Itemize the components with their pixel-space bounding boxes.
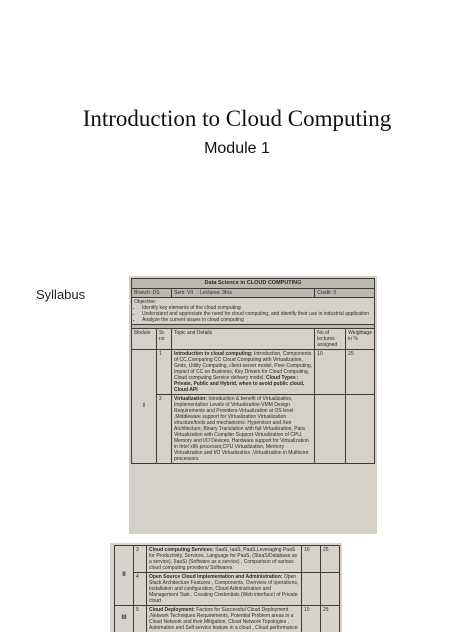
objective-cell [132,297,375,324]
row-sr: 3 [134,546,147,573]
row-heading: Cloud computing Services: [149,547,214,553]
row-weight: 25 [321,606,340,632]
row-text: SaaS, IaaS, PaaS,Leveraging PaaS for Productivity, Services, Language for PaaS, (StaaS/Database as a service), (IaaS) (Software as a service) , Comparison of various cloud computing providers/ Softwares [149,547,298,571]
row-text: Introduction & benefit of Virtualization, Implementation Levels of Virtualization-VMM Design Requirements and Providers-Virtualization at OS level ,Middleware support for Virtualization Virtualization structure/tools and mechanisms: Hypervisor and Xen Architecture, Binary Translation with full Virtualization, Para Virtualization with Compiler Support-Virtualization of CPU, Memory and I/O Devices, Hardware support for Virtualization in Intel x86 processor,CPU Virtualization, Memory Virtualization and I/O Virtualization ,Virtualization in Multicore processors [174,395,309,462]
row-heading: Cloud Deployment: [149,607,195,613]
lectures-text: Lectures: 3hrs [200,289,232,296]
syllabus-table-1 [131,278,375,464]
course-title: Data Science in CLOUD COMPUTING [132,279,375,289]
objective-list [134,305,372,323]
objective-item: • Analyze the current issues in cloud computing [142,317,372,323]
col-header-module: Module [132,328,157,349]
syllabus-photo-1 [129,276,377,534]
row-extra-heading: Cloud Types : Private, Public and Hybrid, when to avoid public cloud, Cloud API [174,374,305,393]
objective-label: Objective: [134,298,157,305]
row-sr: 1 [157,349,172,394]
col-header-sr: Sr. no [157,328,172,349]
table-row [132,349,375,394]
module-number: I [132,349,157,463]
row-lectures: 10 [315,349,346,394]
module-number: III [115,606,134,632]
row-heading: Introduction to cloud computing: [174,350,253,357]
row-weight: 25 [321,546,340,573]
row-sr: 5 [134,606,147,632]
row-sr: 4 [134,573,147,606]
credit-cell: Credit: 3 [315,288,375,297]
col-header-topic: Topic and Details [172,328,315,349]
col-header-lectures: No.of lectures assigned [315,328,346,349]
table-row [132,394,375,463]
syllabus-photo-2 [110,543,342,632]
slide-title: Introduction to Cloud Computing [82,106,392,131]
row-lectures: 10 [302,606,321,632]
table-row [115,546,340,573]
syllabus-table-2 [114,545,340,632]
row-topic [147,573,302,606]
row-text: Introduction, Components of CC,Comparing CC Cloud Computing with Virtualization, Grids, Utility Computing, client-server model, Peer-Computing, Impact of CC on Business, Key Drivers for Cloud Computing, Cloud computing Service delivery model. [174,350,313,381]
row-text: Open Stack Architecture Features , Components, Overview of operations, Installation and configuration, Cloud Administration and Management Task , Creating Credentials (Web interface) of Private cloud [149,574,299,604]
sem-cell [172,288,315,297]
objective-item: • Identify key elements of the cloud computing [142,305,372,311]
row-weight [346,394,375,463]
module-number: II [115,546,134,606]
row-topic [147,546,302,573]
row-weight: 25 [346,349,375,394]
row-sr: 2 [157,394,172,463]
syllabus-label: Syllabus [36,287,86,302]
table-row [115,573,340,606]
row-topic [172,349,315,394]
branch-cell: Branch :DS [132,288,172,297]
row-heading: Virtualization: [174,395,207,402]
row-topic [172,394,315,463]
row-lectures [302,573,321,606]
row-topic [147,606,302,632]
row-heading: Open Source Cloud Implementation and Administration: [149,574,283,580]
row-lectures [315,394,346,463]
sem-text: Sem: VII [174,289,194,296]
row-lectures: 10 [302,546,321,573]
col-header-weight: Weightage in % [346,328,375,349]
row-text: Factors for Successful Cloud Deployment ,Network Techniques Requirements, Potential Problem areas in a Cloud Network and their Mitigation, Cloud Network Topologies , Automation and Self service feature in a cloud , Cloud performance [149,607,298,631]
table-row [115,606,340,632]
objective-item: • Understand and appreciate the need for cloud computing, and identify their use in industrial application [142,311,372,317]
row-weight [321,573,340,606]
slide-subtitle: Module 1 [204,140,270,157]
